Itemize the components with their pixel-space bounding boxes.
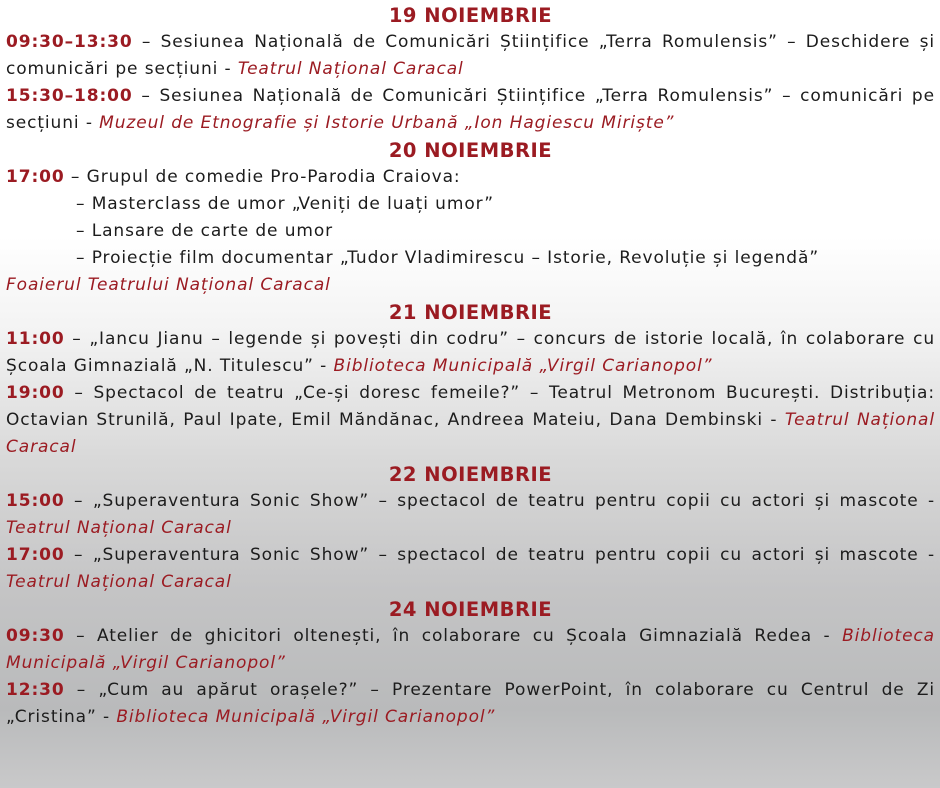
event-venue: Biblioteca Municipală „Virgil Carianopol” (333, 356, 713, 376)
event-entry (6, 164, 935, 191)
event-time: 12:30 (6, 680, 65, 700)
event-time: 09:30–13:30 (6, 32, 133, 52)
event-entry (6, 380, 935, 461)
event-description: – „Iancu Jianu – legende și povești din codru” – concurs de istorie locală, în colaborare cu Școala Gimnazială „N. Titulescu” - (6, 329, 935, 376)
event-time: 11:00 (6, 329, 65, 349)
event-entry (6, 677, 935, 731)
event-description: – Spectacol de teatru „Ce-și doresc femeile?” – Teatrul Metronom București. Distribuția: Octavian Strunilă, Paul Ipate, Emil Măndănac, Andreea Mateiu, Dana Dembinski - (6, 383, 935, 430)
event-description: – Grupul de comedie Pro-Parodia Craiova: (64, 167, 461, 187)
day-heading: 24 NOIEMBRIE (388, 598, 553, 621)
event-entry (6, 83, 935, 137)
event-time: 15:30–18:00 (6, 86, 133, 106)
event-entry (6, 623, 935, 677)
day-heading: 19 NOIEMBRIE (388, 4, 553, 27)
event-venue: Muzeul de Etnografie și Istorie Urbană „Ion Hagiescu Miriște” (99, 113, 675, 133)
event-description: – „Superaventura Sonic Show” – spectacol de teatru pentru copii cu actori și mascote - (64, 545, 935, 565)
event-venue: Teatrul Național Caracal (237, 59, 464, 79)
day-heading: 22 NOIEMBRIE (388, 463, 553, 486)
event-entry (6, 488, 935, 542)
event-venue: Biblioteca Municipală „Virgil Carianopol” (116, 707, 496, 727)
event-description: – Sesiunea Națională de Comunicări Științifice „Terra Romulensis” – comunicări pe secțiuni - (6, 86, 935, 133)
event-entry (6, 542, 935, 596)
event-description: – Sesiunea Națională de Comunicări Științifice „Terra Romulensis” – Deschidere și comunicări pe secțiuni - (6, 32, 935, 79)
event-venue: Teatrul Național Caracal (6, 572, 232, 592)
day-heading: 21 NOIEMBRIE (388, 301, 553, 324)
event-venue: Teatrul Național Caracal (6, 518, 232, 538)
event-description: – „Cum au apărut orașele?” – Prezentare PowerPoint, în colaborare cu Centrul de Zi „Cristina” - (6, 680, 935, 727)
event-venue: Biblioteca Municipală „Virgil Carianopol” (6, 626, 935, 673)
event-entry (6, 29, 935, 83)
event-sub-item: – Lansare de carte de umor (76, 221, 334, 241)
event-time: 17:00 (6, 545, 65, 565)
event-time: 09:30 (6, 626, 65, 646)
event-time: 17:00 (6, 167, 65, 187)
event-time: 19:00 (6, 383, 65, 403)
event-venue: Foaierul Teatrului Național Caracal (6, 275, 331, 295)
program-document (6, 2, 935, 731)
event-venue: Teatrul Național Caracal (6, 410, 935, 457)
event-sub-item: – Proiecție film documentar „Tudor Vladimirescu – Istorie, Revoluție și legendă” (76, 248, 820, 268)
event-time: 15:00 (6, 491, 65, 511)
event-description: – Atelier de ghicitori oltenești, în colaborare cu Școala Gimnazială Redea - (64, 626, 843, 646)
day-heading: 20 NOIEMBRIE (388, 139, 553, 162)
event-entry (6, 272, 935, 299)
event-description: – „Superaventura Sonic Show” – spectacol de teatru pentru copii cu actori și mascote - (64, 491, 935, 511)
event-sub-item: – Masterclass de umor „Veniți de luați umor” (76, 194, 494, 214)
event-entry (6, 326, 935, 380)
